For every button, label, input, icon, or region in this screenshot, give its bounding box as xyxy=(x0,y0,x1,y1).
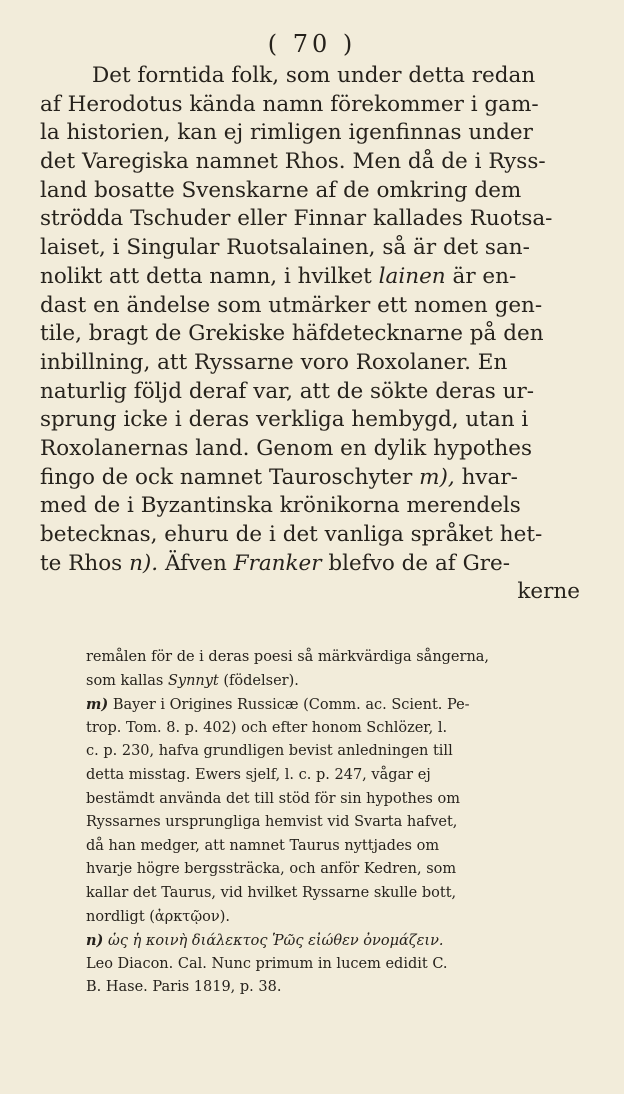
footnote-line: Leo Diacon. Cal. Nunc primum in lucem edidit C. xyxy=(86,955,448,972)
footnote-marker: n). xyxy=(129,550,159,576)
footnote-line: c. p. 230, hafva grundligen bevist anledningen till xyxy=(86,743,453,760)
footnote-line xyxy=(40,693,588,717)
catchword: kerne xyxy=(517,579,580,605)
text-line: af Herodotus kända namn förekommer i gam- xyxy=(40,91,539,117)
footnote-label: m) xyxy=(86,696,109,714)
footnote-line: Ryssarnes ursprungliga hemvist vid Svarta hafvet, xyxy=(86,814,458,831)
text-line: strödda Tschuder eller Finnar kallades Ruotsa- xyxy=(40,206,553,232)
footnote-line xyxy=(40,670,588,694)
italic-term: Franker xyxy=(233,550,322,576)
footnote-line: hvarje högre bergssträcka, och anför Kedren, som xyxy=(86,861,457,878)
text-line: la historien, kan ej rimligen igenfinnas under xyxy=(40,120,533,146)
text-line xyxy=(40,550,588,579)
footnote-line: bestämdt använda det till stöd för sin hypothes om xyxy=(86,790,460,807)
text-segment: som kallas xyxy=(86,672,164,689)
italic-term: lainen xyxy=(378,263,446,289)
greek-quote: ὡς ἡ κοινὴ διάλεκτος Ῥῶς εἰώθεν ὀνομάζειν. xyxy=(108,933,444,950)
footnote-line: nordligt (ἀρκτῷον). xyxy=(86,908,230,925)
text-line: inbillning, att Ryssarne voro Roxolaner. En xyxy=(40,349,508,375)
text-line: laiset, i Singular Ruotsalainen, så är det san- xyxy=(40,235,530,261)
text-line: land bosatte Svenskarne af de omkring dem xyxy=(40,177,522,203)
footnote-line: då han medger, att namnet Taurus nyttjades om xyxy=(86,837,440,854)
text-segment: (födelser). xyxy=(223,672,299,689)
text-line xyxy=(40,263,588,292)
main-text xyxy=(40,62,588,607)
text-line: Det forntida folk, som under detta redan xyxy=(92,63,536,88)
footnote-line: detta misstag. Ewers sjelf, l. c. p. 247, vågar ej xyxy=(86,766,431,783)
text-line: tile, bragt de Grekiske häfdetecknarne på den xyxy=(40,321,544,347)
text-segment: nolikt att detta namn, i hvilket xyxy=(40,263,372,289)
text-line: dast en ändelse som utmärker ett nomen gen- xyxy=(40,292,543,318)
footnote-line xyxy=(40,929,588,953)
text-line: Roxolanernas land. Genom en dylik hypothes xyxy=(40,435,533,461)
text-line: sprung icke i deras verkliga hembygd, utan i xyxy=(40,407,529,433)
text-line xyxy=(40,464,588,493)
footnote-line: B. Hase. Paris 1819, p. 38. xyxy=(86,979,282,996)
text-segment: te Rhos xyxy=(40,550,123,576)
footnote-line: trop. Tom. 8. p. 402) och efter honom Schlözer, l. xyxy=(86,719,448,736)
footnote-line: kallar det Taurus, vid hvilket Ryssarne skulle bott, xyxy=(86,884,457,901)
text-segment: fingo de ock namnet Tauroschyter xyxy=(40,464,413,490)
text-segment: är en- xyxy=(452,263,517,289)
text-segment: Bayer i Origines Russicæ (Comm. ac. Scient. Pe- xyxy=(112,697,470,714)
text-segment: blefvo de af Gre- xyxy=(328,550,511,576)
text-line: med de i Byzantinska krönikorna merendels xyxy=(40,493,521,519)
text-line: betecknas, ehuru de i det vanliga språket het- xyxy=(40,522,543,547)
text-segment: Äfven xyxy=(164,550,227,576)
footnote-marker: m), xyxy=(419,464,455,490)
italic-term: Synnyt xyxy=(167,672,219,689)
text-line: naturlig följd deraf var, att de sökte deras ur- xyxy=(40,378,535,404)
text-segment: hvar- xyxy=(461,464,518,490)
footnote-line: remålen för de i deras poesi så märkvärdiga sångerna, xyxy=(86,649,490,665)
footnote-label: n) xyxy=(86,932,104,950)
page-number: ( 70 ) xyxy=(267,30,357,58)
text-line: det Varegiska namnet Rhos. Men då de i Ryss- xyxy=(40,149,546,175)
footnotes xyxy=(40,646,588,1000)
